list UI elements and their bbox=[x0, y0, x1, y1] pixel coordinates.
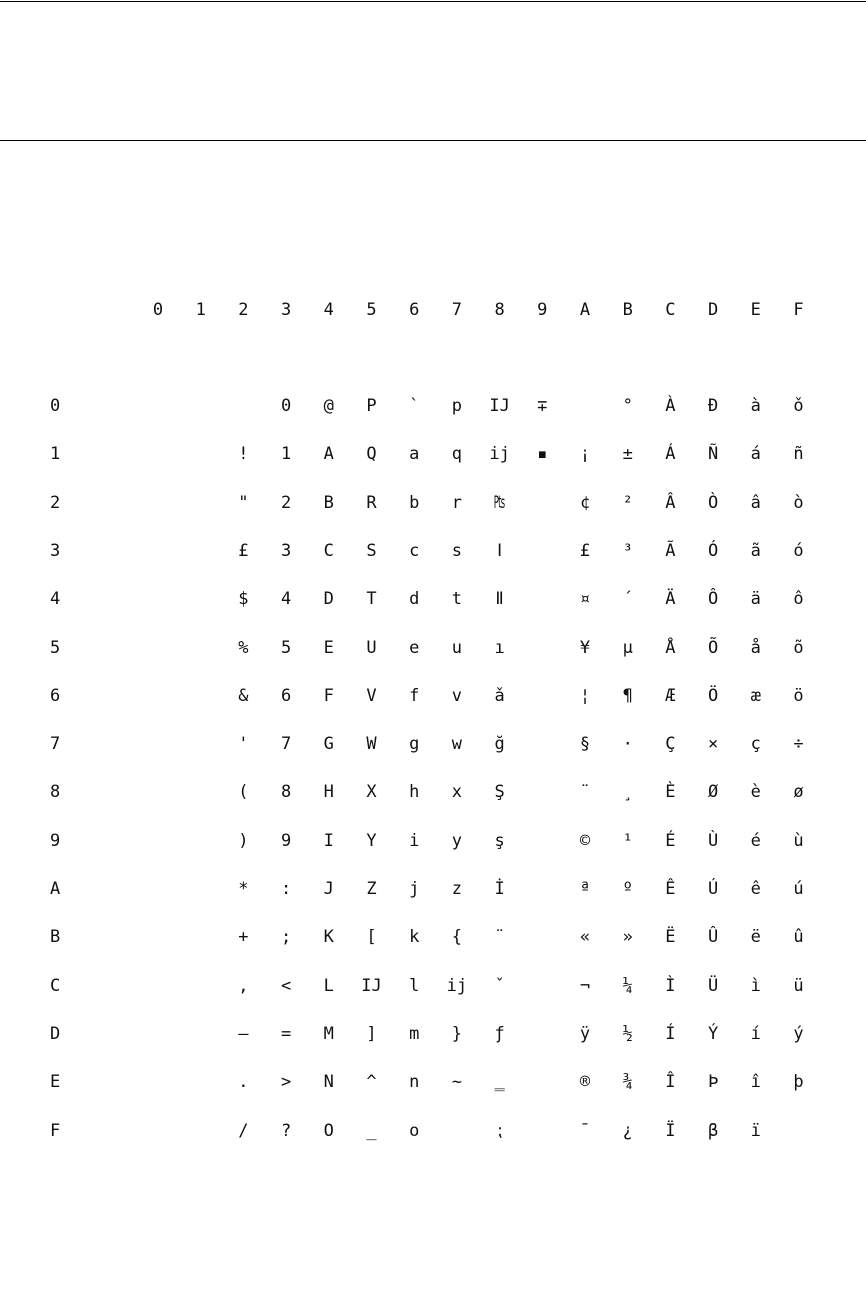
glyph-cell: ô bbox=[793, 589, 804, 610]
column-header: 5 bbox=[366, 300, 377, 320]
glyph-cell: ¸ bbox=[622, 782, 633, 803]
column-header: 0 bbox=[152, 300, 164, 320]
glyph-cell: % bbox=[238, 637, 249, 658]
glyph-cell: « bbox=[579, 927, 591, 948]
glyph-cell: ã bbox=[750, 540, 761, 561]
glyph-cell: H bbox=[323, 782, 334, 803]
glyph-cell: ) bbox=[238, 830, 249, 851]
glyph-cell: * bbox=[238, 879, 249, 899]
glyph-cell: ! bbox=[238, 444, 249, 465]
glyph-cell: ø bbox=[793, 782, 804, 803]
glyph-cell: Þ bbox=[707, 1072, 719, 1093]
glyph-cell: © bbox=[579, 830, 591, 851]
glyph-cell: S bbox=[366, 540, 377, 561]
glyph-cell: P bbox=[366, 396, 377, 416]
glyph-cell: ` bbox=[409, 396, 420, 416]
glyph-cell: þ bbox=[793, 1072, 804, 1093]
glyph-cell: ¥ bbox=[579, 637, 591, 658]
glyph-cell: ǒ bbox=[793, 396, 804, 416]
glyph-cell: Ô bbox=[707, 589, 719, 610]
glyph-cell: N bbox=[323, 1072, 334, 1093]
glyph-cell: Û bbox=[707, 927, 719, 948]
glyph-cell: Ò bbox=[707, 492, 719, 513]
row-header: 0 bbox=[50, 396, 61, 416]
glyph-cell: £ bbox=[238, 540, 249, 561]
glyph-cell: IJ bbox=[489, 396, 510, 416]
glyph-cell: O bbox=[323, 1120, 334, 1141]
glyph-cell: D bbox=[323, 589, 334, 610]
row-header: F bbox=[50, 1120, 61, 1141]
glyph-cell: ò bbox=[793, 492, 804, 513]
glyph-cell: U bbox=[366, 637, 377, 658]
glyph-cell: ù bbox=[793, 830, 804, 851]
glyph-cell: $ bbox=[238, 589, 249, 610]
glyph-cell: ? bbox=[280, 1120, 292, 1141]
column-header: C bbox=[665, 300, 676, 320]
glyph-cell: Ö bbox=[707, 685, 719, 706]
glyph-cell: " bbox=[238, 492, 249, 513]
glyph-cell: Ë bbox=[665, 927, 676, 948]
glyph-cell: ¦ bbox=[579, 685, 591, 706]
column-header: 4 bbox=[323, 300, 334, 320]
glyph-cell: a bbox=[409, 444, 420, 465]
glyph-cell: A bbox=[323, 444, 334, 465]
glyph-cell: ş bbox=[494, 830, 505, 851]
glyph-cell: Ú bbox=[707, 879, 719, 899]
glyph-cell: í bbox=[750, 1023, 761, 1044]
glyph-cell: × bbox=[707, 734, 719, 755]
glyph-cell: W bbox=[366, 734, 377, 755]
glyph-cell: § bbox=[579, 734, 591, 755]
glyph-cell: ® bbox=[579, 1072, 591, 1093]
glyph-cell: ï bbox=[750, 1120, 761, 1141]
glyph-cell: Í bbox=[665, 1023, 676, 1044]
glyph-cell: å bbox=[750, 637, 761, 658]
glyph-cell: L bbox=[323, 975, 334, 996]
glyph-cell: ¶ bbox=[622, 685, 633, 706]
glyph-cell: Đ bbox=[707, 396, 719, 416]
glyph-cell: < bbox=[280, 975, 292, 996]
glyph-cell: æ bbox=[750, 685, 761, 706]
glyph-cell: u bbox=[451, 637, 463, 658]
glyph-cell: û bbox=[793, 927, 804, 948]
glyph-cell: ê bbox=[750, 879, 761, 899]
glyph-cell: ij bbox=[446, 975, 468, 996]
glyph-cell: ¾ bbox=[622, 1072, 633, 1093]
glyph-cell: ª bbox=[579, 879, 591, 899]
column-header: F bbox=[793, 300, 804, 320]
glyph-cell: ¯ bbox=[579, 1120, 591, 1141]
glyph-cell: + bbox=[238, 927, 249, 948]
glyph-cell: À bbox=[665, 396, 676, 416]
glyph-cell: ▪ bbox=[537, 444, 548, 465]
row-header: 7 bbox=[50, 734, 61, 755]
column-header: E bbox=[750, 300, 761, 320]
glyph-cell: ú bbox=[793, 879, 804, 899]
glyph-cell: i bbox=[409, 830, 420, 851]
glyph-cell: ö bbox=[793, 685, 804, 706]
column-header: 2 bbox=[238, 300, 249, 320]
column-header: A bbox=[579, 300, 591, 320]
glyph-cell: ij bbox=[489, 444, 510, 465]
glyph-cell: Å bbox=[665, 637, 676, 658]
glyph-cell: ( bbox=[238, 782, 249, 803]
glyph-cell: £ bbox=[579, 540, 591, 561]
glyph-cell: ° bbox=[622, 396, 633, 416]
glyph-cell: ¡ bbox=[579, 444, 591, 465]
glyph-cell: : bbox=[280, 879, 292, 899]
row-header: 3 bbox=[50, 540, 61, 561]
column-header: 6 bbox=[409, 300, 420, 320]
glyph-cell: ǀ bbox=[494, 540, 505, 561]
glyph-cell: ˇ bbox=[494, 975, 505, 996]
glyph-cell: X bbox=[366, 782, 377, 803]
glyph-cell: I bbox=[323, 830, 334, 851]
glyph-cell: y bbox=[451, 830, 463, 851]
glyph-cell: Â bbox=[665, 492, 676, 513]
glyph-cell: s bbox=[451, 540, 463, 561]
glyph-cell: ¼ bbox=[622, 975, 633, 996]
glyph-cell: ñ bbox=[793, 444, 804, 465]
row-header: 8 bbox=[50, 782, 61, 803]
glyph-cell: Z bbox=[366, 879, 377, 899]
row-header: 2 bbox=[50, 492, 61, 513]
glyph-cell: v bbox=[451, 685, 463, 706]
glyph-cell: ⁏ bbox=[496, 1120, 503, 1141]
row-header: A bbox=[50, 879, 61, 899]
glyph-cell: ' bbox=[238, 734, 249, 755]
glyph-cell: R bbox=[366, 492, 377, 513]
glyph-cell: ƒ bbox=[494, 1023, 505, 1044]
glyph-cell: ÿ bbox=[579, 1023, 591, 1044]
glyph-cell: } bbox=[451, 1023, 463, 1044]
row-header: D bbox=[50, 1023, 61, 1044]
glyph-cell: [ bbox=[366, 927, 377, 948]
glyph-cell: d bbox=[409, 589, 420, 610]
glyph-cell: / bbox=[238, 1120, 249, 1141]
glyph-cell: r bbox=[451, 492, 463, 513]
row-header: 9 bbox=[50, 830, 61, 851]
glyph-cell: > bbox=[280, 1072, 292, 1093]
glyph-cell: ¬ bbox=[579, 975, 591, 996]
glyph-cell: ¢ bbox=[579, 492, 591, 513]
glyph-cell: ~ bbox=[451, 1072, 463, 1093]
glyph-cell: p bbox=[451, 396, 463, 416]
glyph-cell: ğ bbox=[494, 734, 505, 755]
column-header: 1 bbox=[195, 300, 206, 320]
glyph-cell: l bbox=[409, 975, 420, 996]
column-header: 7 bbox=[451, 300, 463, 320]
glyph-cell: Y bbox=[366, 830, 377, 851]
glyph-cell: n bbox=[409, 1072, 420, 1093]
glyph-cell: t bbox=[451, 589, 463, 610]
glyph-cell: b bbox=[409, 492, 420, 513]
glyph-cell: ² bbox=[622, 492, 633, 513]
glyph-cell: ¤ bbox=[579, 589, 591, 610]
glyph-cell: ³ bbox=[622, 540, 633, 561]
glyph-cell: IJ bbox=[361, 975, 382, 996]
glyph-cell: İ bbox=[494, 879, 505, 899]
glyph-cell: ¹ bbox=[622, 830, 633, 851]
glyph-cell: Ì bbox=[665, 975, 676, 996]
glyph-cell: ¿ bbox=[622, 1120, 633, 1141]
glyph-cell: K bbox=[323, 927, 334, 948]
glyph-cell: f bbox=[409, 685, 420, 706]
glyph-cell: w bbox=[451, 734, 463, 755]
glyph-cell: ± bbox=[622, 444, 633, 465]
glyph-cell: ] bbox=[366, 1023, 377, 1044]
glyph-cell: Ñ bbox=[707, 444, 719, 465]
glyph-cell: Õ bbox=[707, 637, 719, 658]
glyph-cell: Ù bbox=[707, 830, 719, 851]
glyph-cell: o bbox=[409, 1120, 420, 1141]
row-header: C bbox=[50, 975, 61, 996]
glyph-cell: j bbox=[409, 879, 420, 899]
glyph-cell: ç bbox=[750, 734, 761, 755]
glyph-cell: ∓ bbox=[537, 396, 548, 416]
glyph-cell: . bbox=[238, 1072, 249, 1093]
column-header: 9 bbox=[537, 300, 548, 320]
glyph-cell: è bbox=[750, 782, 761, 803]
glyph-cell: B bbox=[323, 492, 334, 513]
glyph-cell: à bbox=[750, 396, 761, 416]
glyph-cell: – bbox=[238, 1023, 249, 1044]
glyph-cell: á bbox=[750, 444, 761, 465]
glyph-cell: h bbox=[409, 782, 420, 803]
glyph-cell: ǎ bbox=[494, 685, 505, 706]
glyph-cell: ý bbox=[793, 1023, 804, 1044]
glyph-cell: ½ bbox=[622, 1023, 633, 1044]
glyph-cell: ^ bbox=[366, 1072, 377, 1093]
column-header: 8 bbox=[494, 300, 505, 320]
column-header: 3 bbox=[280, 300, 292, 320]
glyph-cell: Ç bbox=[665, 734, 676, 755]
row-header: 6 bbox=[50, 685, 61, 706]
column-header: D bbox=[707, 300, 719, 320]
glyph-cell: g bbox=[409, 734, 420, 755]
glyph-cell: _ bbox=[366, 1120, 377, 1141]
glyph-cell: 6 bbox=[280, 685, 292, 706]
glyph-cell: ₧ bbox=[494, 492, 505, 513]
glyph-cell: G bbox=[323, 734, 334, 755]
glyph-cell: m bbox=[409, 1023, 420, 1044]
glyph-cell: ë bbox=[750, 927, 761, 948]
row-header: 1 bbox=[50, 444, 61, 465]
glyph-cell: Ş bbox=[494, 782, 505, 803]
glyph-cell: µ bbox=[622, 637, 633, 658]
glyph-cell: 1 bbox=[280, 444, 292, 465]
glyph-cell: ¨ bbox=[494, 927, 505, 948]
glyph-cell: ÷ bbox=[793, 734, 804, 755]
column-header: B bbox=[622, 300, 633, 320]
glyph-cell: º bbox=[622, 879, 633, 899]
glyph-cell: ó bbox=[793, 540, 804, 561]
glyph-cell: Ø bbox=[707, 782, 719, 803]
row-header: B bbox=[50, 927, 61, 948]
glyph-cell: F bbox=[323, 685, 334, 706]
glyph-cell: Ü bbox=[707, 975, 719, 996]
glyph-cell: V bbox=[366, 685, 377, 706]
glyph-cell: 9 bbox=[280, 830, 292, 851]
glyph-cell: ı bbox=[494, 637, 505, 658]
glyph-cell: e bbox=[409, 637, 420, 658]
glyph-cell: õ bbox=[793, 637, 804, 658]
glyph-cell: é bbox=[750, 830, 761, 851]
glyph-cell: â bbox=[750, 492, 761, 513]
glyph-cell: 5 bbox=[280, 637, 292, 658]
glyph-cell: 2 bbox=[280, 492, 292, 513]
row-header: 4 bbox=[50, 589, 61, 610]
glyph-cell: E bbox=[323, 637, 334, 658]
glyph-cell: k bbox=[409, 927, 420, 948]
glyph-cell: ä bbox=[750, 589, 761, 610]
glyph-cell: · bbox=[622, 734, 633, 755]
glyph-cell: @ bbox=[323, 396, 334, 416]
glyph-cell: β bbox=[707, 1120, 719, 1141]
glyph-cell: , bbox=[238, 975, 249, 996]
glyph-cell: Ã bbox=[665, 540, 676, 561]
glyph-cell: M bbox=[323, 1023, 334, 1044]
glyph-cell: 7 bbox=[280, 734, 292, 755]
glyph-cell: 0 bbox=[280, 396, 292, 416]
glyph-cell: ì bbox=[750, 975, 761, 996]
glyph-cell: ü bbox=[793, 975, 804, 996]
glyph-cell: C bbox=[323, 540, 334, 561]
row-header: E bbox=[50, 1072, 61, 1093]
glyph-cell: ¨ bbox=[579, 782, 591, 803]
glyph-cell: 3 bbox=[280, 540, 292, 561]
glyph-cell: Î bbox=[665, 1072, 676, 1093]
glyph-cell: & bbox=[238, 685, 249, 706]
glyph-cell: ‗ bbox=[494, 1072, 505, 1093]
glyph-cell: J bbox=[323, 879, 334, 899]
glyph-cell: Á bbox=[665, 444, 676, 465]
glyph-cell: Ⅱ bbox=[495, 589, 504, 610]
glyph-cell: Ä bbox=[665, 589, 676, 610]
glyph-cell: c bbox=[409, 540, 420, 561]
glyph-cell: Ý bbox=[707, 1023, 719, 1044]
glyph-cell: = bbox=[280, 1023, 292, 1044]
glyph-cell: Æ bbox=[665, 685, 676, 706]
glyph-cell: 8 bbox=[280, 782, 292, 803]
glyph-cell: Ê bbox=[665, 879, 676, 899]
glyph-cell: x bbox=[451, 782, 463, 803]
glyph-cell: Q bbox=[366, 444, 377, 465]
glyph-cell: { bbox=[451, 927, 463, 948]
glyph-cell: È bbox=[665, 782, 676, 803]
glyph-cell: T bbox=[366, 589, 377, 610]
glyph-cell: ; bbox=[280, 927, 292, 948]
glyph-cell: q bbox=[451, 444, 463, 465]
glyph-cell: 4 bbox=[280, 589, 292, 610]
glyph-cell: » bbox=[622, 927, 633, 948]
glyph-cell: Ó bbox=[707, 540, 719, 561]
row-header: 5 bbox=[50, 637, 61, 658]
glyph-cell: î bbox=[750, 1072, 761, 1093]
glyph-cell: z bbox=[451, 879, 463, 899]
glyph-cell: ´ bbox=[622, 589, 633, 610]
glyph-cell: É bbox=[665, 830, 676, 851]
glyph-cell: Ï bbox=[665, 1120, 676, 1141]
